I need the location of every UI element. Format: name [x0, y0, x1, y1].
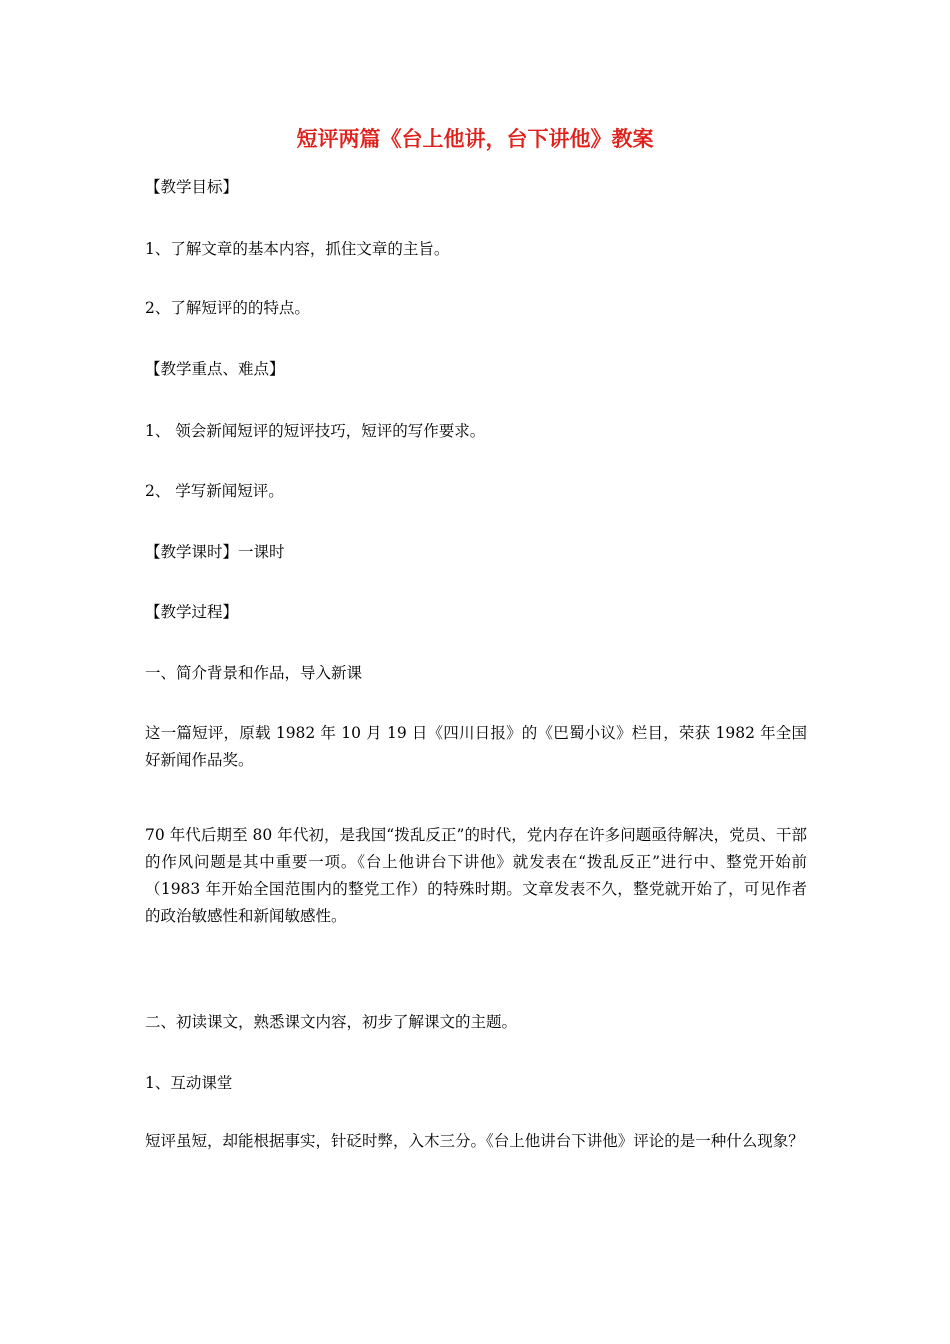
objective-2: 2、了解短评的的特点。 [145, 299, 310, 317]
paragraph-question: 短评虽短，却能根据事实，针砭时弊，入木三分。《台上他讲台下讲他》评论的是一种什么现象？ [145, 1132, 804, 1150]
paragraph-context: 70 年代后期至 80 年代初，是我国“拨乱反正”的时代，党内存在许多问题亟待解决，党员、干部的作风问题是其中重要一项。《台上他讲台下讲他》就发表在“拨乱反正”进行中、整党开始前（1983 年开始全国范围内的整党工作）的特殊时期。文章发表不久，整党就开始了，可见作者的政治敏感性和新闻敏感性。 [145, 826, 807, 925]
heading-key-points: 【教学重点、难点】 [145, 360, 285, 378]
key-point-2: 2、 学写新闻短评。 [145, 482, 284, 500]
heading-class-hours: 【教学课时】一课时 [145, 543, 285, 561]
key-point-1: 1、 领会新闻短评的短评技巧，短评的写作要求。 [145, 422, 486, 440]
paragraph-background: 这一篇短评，原载 1982 年 10 月 19 日《四川日报》的《巴蜀小议》栏目，荣获 1982 年全国好新闻作品奖。 [145, 724, 807, 769]
subsection-1-title: 1、互动课堂 [145, 1074, 233, 1092]
heading-objectives: 【教学目标】 [145, 178, 239, 196]
objective-1: 1、了解文章的基本内容，抓住文章的主旨。 [145, 240, 450, 258]
section-1-title: 一、简介背景和作品，导入新课 [145, 664, 363, 682]
heading-process: 【教学过程】 [145, 603, 239, 621]
section-2-title: 二、初读课文，熟悉课文内容，初步了解课文的主题。 [145, 1013, 518, 1031]
document-title: 短评两篇《台上他讲，台下讲他》教案 [296, 126, 654, 151]
